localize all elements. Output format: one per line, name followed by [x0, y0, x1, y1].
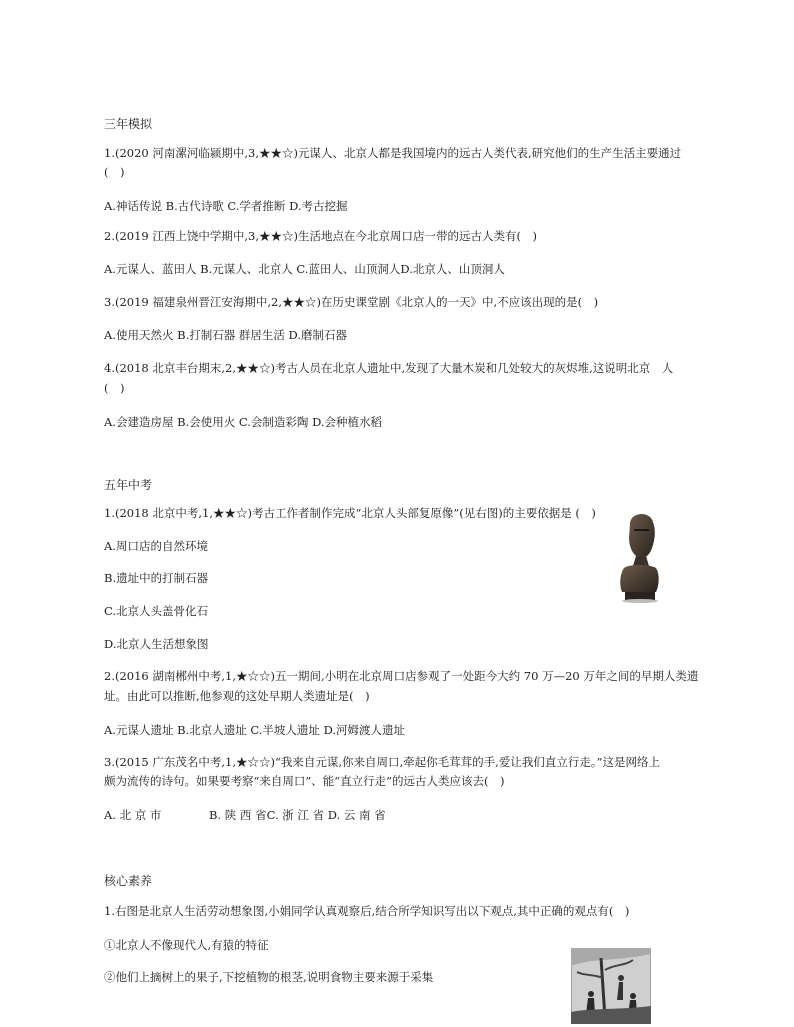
peking-man-life-scene-image [571, 948, 651, 1024]
section-title-three-year: 三年模拟 [104, 117, 153, 131]
peking-man-bust-image [616, 508, 662, 604]
section-title-five-year: 五年中考 [104, 478, 153, 492]
section-title-core: 核心素养 [104, 874, 153, 888]
